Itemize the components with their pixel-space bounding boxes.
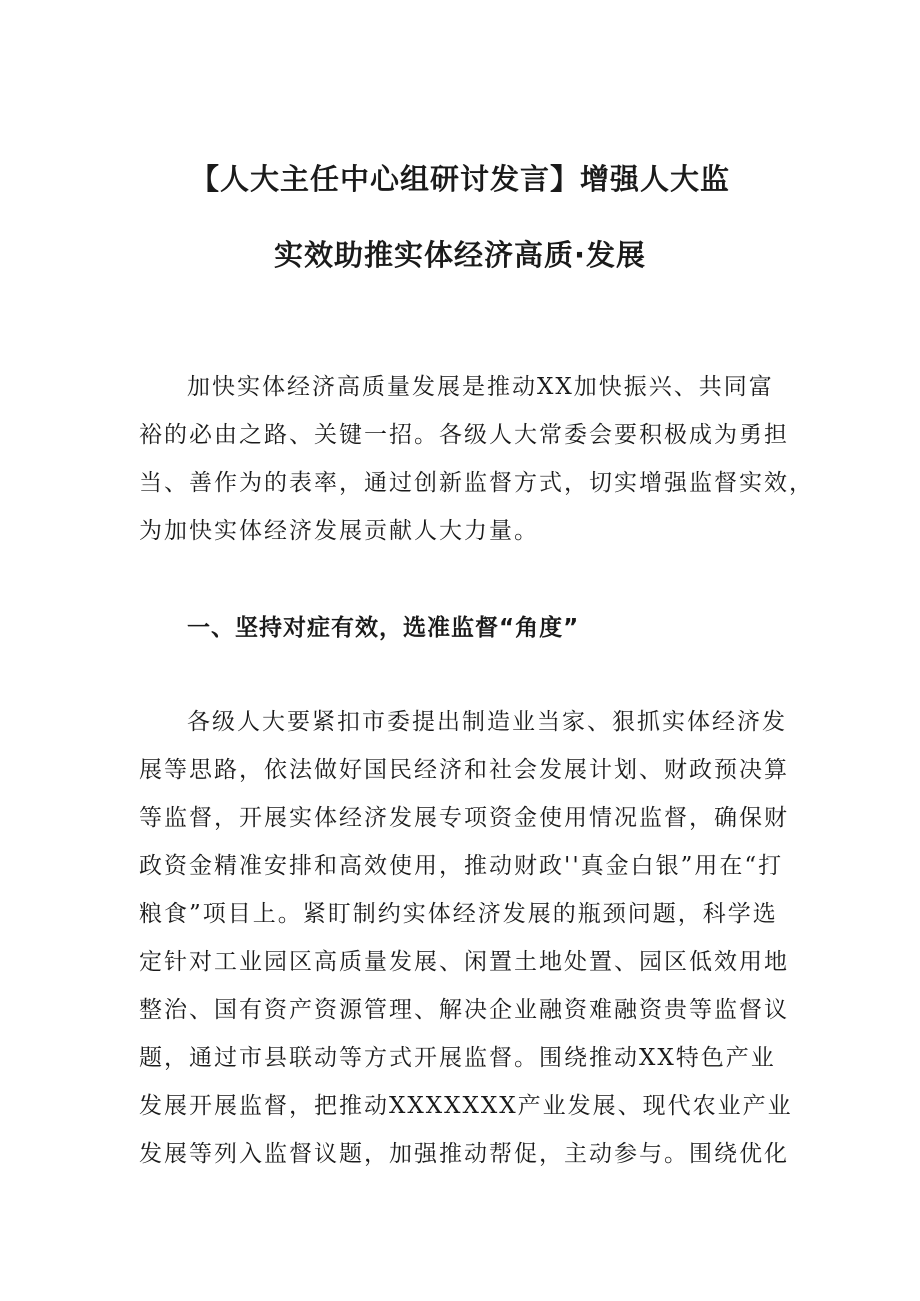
paragraph-line: 加快实体经济高质量发展是推动XX加快振兴、共同富 [187,374,774,400]
section-heading-1: 一、坚持对症有效，选准监督“角度” [187,615,580,641]
paragraph-line: 整治、国有资产资源管理、解决企业融资难融资贵等监督议 [139,997,789,1023]
document-title-line-1: 【人大主任中心组研讨发言】增强人大监 [189,162,730,196]
paragraph-line: 发展等列入监督议题，加强推动帮促，主动参与。围绕优化 [139,1141,789,1167]
paragraph-line: 政资金精准安排和高效使用，推动财政''真金白银”用在“打 [139,853,784,879]
paragraph-line: 当、善作为的表率，通过创新监督方式，切实增强监督实效， [139,470,814,496]
paragraph-line: 题，通过市县联动等方式开展监督。围绕推动XX特色产业 [139,1045,776,1071]
document-title-line-2: 实效助推实体经济高质·发展 [273,238,647,272]
paragraph-line: 为加快实体经济发展贡献人大力量。 [139,518,539,544]
paragraph-line: 定针对工业园区高质量发展、闲置土地处置、园区低效用地 [139,949,789,975]
paragraph-line: 展等思路，依法做好国民经济和社会发展计划、财政预决算 [139,757,789,783]
paragraph-line: 等监督，开展实体经济发展专项资金使用情况监督，确保财 [139,805,789,831]
section-1-paragraph [139,698,793,1178]
paragraph-line: 发展开展监督，把推动XXXXXXX产业发展、现代农业产业 [139,1093,793,1119]
intro-paragraph [139,363,814,555]
paragraph-line: 粮食”项目上。紧盯制约实体经济发展的瓶颈问题，科学选 [139,901,778,927]
paragraph-line: 裕的必由之路、关键一招。各级人大常委会要积极成为勇担 [139,422,789,448]
paragraph-line: 各级人大要紧扣市委提出制造业当家、狠抓实体经济发 [187,709,787,735]
